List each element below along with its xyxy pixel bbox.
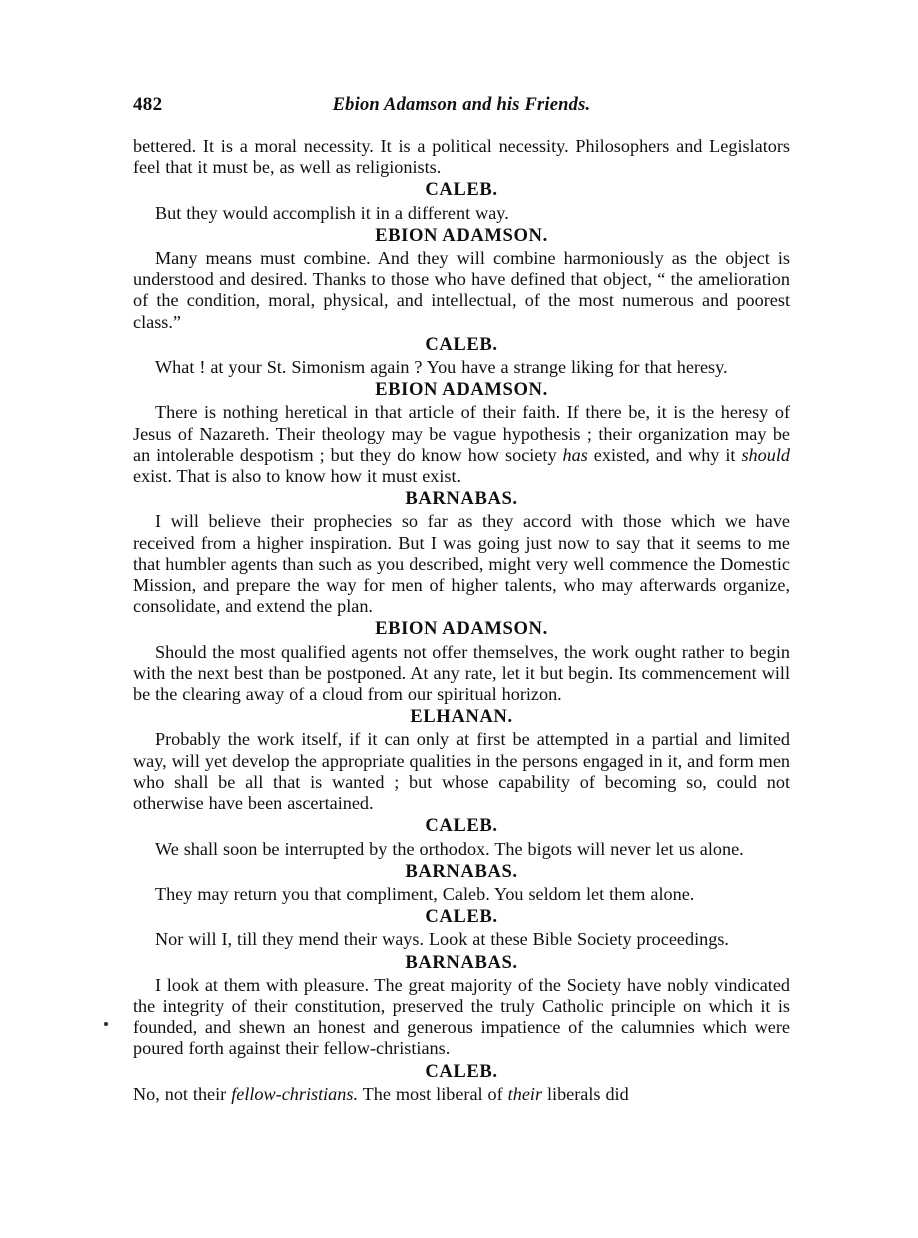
- speaker-heading-barnabas-2: [133, 861, 790, 884]
- paragraph-barnabas-1: I will believe their prophecies so far as they accord with those which we have received from a higher inspiration. But I was going just now to say that it seems to me that humbler agents than such as you described, might very well commence the Domestic Mission, and prepare the way for men of higher talents, who may afterwards organize, consolidate, and extend the plan.: [133, 511, 790, 617]
- page-number: 482: [133, 94, 163, 115]
- scan-artifact-dot: [104, 1022, 108, 1026]
- text-run: No, not their: [133, 1083, 232, 1104]
- speaker-name: CALEB.: [425, 815, 498, 837]
- paragraph-caleb-5: [133, 1084, 790, 1105]
- speaker-heading-barnabas-3: [133, 952, 790, 975]
- paragraph-barnabas-2: They may return you that compliment, Caleb. You seldom let them alone.: [155, 883, 695, 904]
- text-run: The most liberal of: [358, 1083, 508, 1104]
- speaker-name: EBION ADAMSON.: [375, 224, 548, 246]
- speaker-heading-caleb-2: [133, 334, 790, 357]
- text-run: liberals did: [542, 1083, 629, 1104]
- paragraph-ebion-adamson-1: Many means must combine. And they will combine harmoniously as the object is understood and desired. Thanks to those who have defined that object, “ the amelioration of the condition, moral, physical, and intellectual, of the most numerous and poorest class.”: [133, 248, 790, 332]
- paragraph-ebion-adamson-3: Should the most qualified agents not offer themselves, the work ought rather to begin with the next best than be postponed. At any rate, let it but begin. Its commencement will be the clearing away of a cloud from our spiritual horizon.: [133, 641, 790, 705]
- speaker-name: BARNABAS.: [405, 951, 518, 973]
- speaker-name: CALEB.: [425, 1060, 498, 1082]
- speaker-name: EBION ADAMSON.: [375, 618, 548, 640]
- emphasis-should: should: [741, 444, 790, 465]
- speaker-heading-caleb-4: [133, 906, 790, 929]
- speaker-name: CALEB.: [425, 906, 498, 928]
- paragraph-ebion-adamson-2: [133, 402, 790, 487]
- speaker-name: BARNABAS.: [405, 488, 518, 510]
- speaker-name: CALEB.: [425, 179, 498, 201]
- paragraph-caleb-1: But they would accomplish it in a different way.: [155, 202, 509, 223]
- speaker-heading-caleb-5: [133, 1061, 790, 1084]
- speaker-heading-elhanan: [133, 706, 790, 729]
- paragraph-caleb-2: What ! at your St. Simonism again ? You have a strange liking for that heresy.: [155, 357, 728, 378]
- paragraph-elhanan: Probably the work itself, if it can only at first be attempted in a partial and limited way, will yet develop the appropriate qualities in the persons engaged in it, and form men who shall be all that is wanted ; but whose capability of becoming so, could not otherwise have been ascertained.: [133, 729, 790, 814]
- emphasis-their: their: [507, 1083, 543, 1104]
- paragraph-barnabas-3: I look at them with pleasure. The great majority of the Society have nobly vindicated the integrity of their constitution, preserved the truly Catholic principle on which it is founded, and shewn an honest and generous impatience of the calumnies which were poured forth against their fellow-christians.: [133, 974, 790, 1059]
- emphasis-has: has: [562, 444, 588, 465]
- speaker-name: CALEB.: [425, 333, 498, 355]
- emphasis-fellow-christians: fellow-christians.: [231, 1083, 358, 1104]
- speaker-name: EBION ADAMSON.: [375, 379, 548, 401]
- text-run: There is nothing heretical in that article of their faith. If there be, it is the heresy of Jesus of Nazareth. Their theology may be vague hypothesis ; their organization may be an intolerable despotism ; but they do know how society: [133, 402, 790, 465]
- paragraph-caleb-3: We shall soon be interrupted by the orthodox. The bigots will never let us alone.: [155, 838, 744, 859]
- paragraph-continued: bettered. It is a moral necessity. It is a political necessity. Philosophers and Legislators feel that it must be, as well as religionists.: [133, 136, 790, 178]
- speaker-heading-ebion-adamson-3: [133, 618, 790, 641]
- speaker-name: BARNABAS.: [405, 860, 518, 882]
- speaker-heading-caleb-1: [133, 179, 790, 202]
- speaker-heading-barnabas-1: [133, 488, 790, 511]
- text-column: [133, 136, 790, 1105]
- speaker-heading-caleb-3: [133, 815, 790, 838]
- text-run: exist. That is also to know how it must exist.: [133, 466, 462, 487]
- speaker-name: ELHANAN.: [410, 706, 513, 728]
- running-title: Ebion Adamson and his Friends.: [332, 95, 591, 115]
- paragraph-caleb-4: Nor will I, till they mend their ways. Look at these Bible Society proceedings.: [155, 929, 729, 950]
- speaker-heading-ebion-adamson-1: [133, 225, 790, 248]
- running-head: [133, 94, 790, 118]
- text-run: existed, and why it: [587, 444, 742, 465]
- speaker-heading-ebion-adamson-2: [133, 379, 790, 402]
